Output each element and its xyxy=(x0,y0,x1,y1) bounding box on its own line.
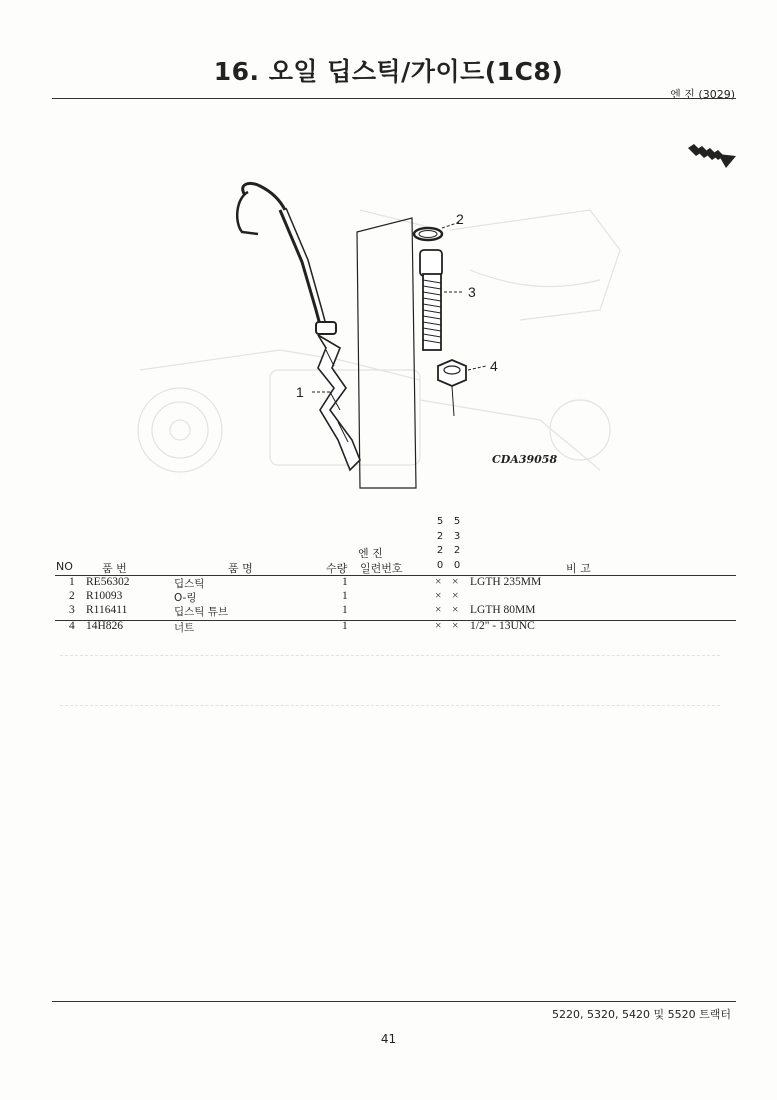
row-part-no: 14H826 xyxy=(86,620,124,632)
page-title: 16. 오일 딥스틱/가이드(1C8) xyxy=(213,57,564,86)
row-remark: 1/2" - 13UNC xyxy=(470,620,535,632)
direction-arrow-icon xyxy=(688,142,740,172)
row-qty: 1 xyxy=(342,620,348,632)
row-model-1: × xyxy=(435,604,442,616)
row-no: 4 xyxy=(69,620,75,632)
footer-rule xyxy=(52,1001,736,1002)
row-remark: LGTH 80MM xyxy=(470,604,536,616)
table-header-rule xyxy=(55,575,736,576)
row-no: 2 xyxy=(69,590,75,602)
figure-code: CDA39058 xyxy=(492,453,558,466)
table-section-rule xyxy=(55,620,736,621)
row-model-2: × xyxy=(452,620,459,632)
row-qty: 1 xyxy=(342,604,348,616)
header-part-no: 품 번 xyxy=(102,562,127,575)
header-serial: 일련번호 xyxy=(360,562,403,575)
row-model-2: × xyxy=(452,576,459,588)
dipstick-tube xyxy=(420,250,442,350)
page-number: 41 xyxy=(380,1032,397,1046)
row-part-no: RE56302 xyxy=(86,576,130,588)
row-part-no: R10093 xyxy=(86,590,123,602)
callout-2: 2 xyxy=(456,211,464,227)
show-through-line xyxy=(60,655,720,656)
row-model-2: × xyxy=(452,590,459,602)
header-remarks: 비 고 xyxy=(566,562,591,575)
dipstick xyxy=(237,183,360,470)
model-digit: 2 xyxy=(436,545,444,556)
row-model-1: × xyxy=(435,590,442,602)
o-ring xyxy=(414,228,442,240)
row-no: 3 xyxy=(69,604,75,616)
row-name: O-링 xyxy=(174,592,197,604)
section-label: 엔 진 (3029) xyxy=(670,88,735,101)
callout-1: 1 xyxy=(296,384,304,400)
header-rule xyxy=(52,98,736,99)
row-name: 너트 xyxy=(174,622,195,634)
model-digit: 0 xyxy=(436,559,444,571)
hex-nut xyxy=(438,360,466,386)
model-column-2 xyxy=(452,515,462,573)
model-digit: 2 xyxy=(436,530,444,542)
footer-models: 5220, 5320, 5420 및 5520 트랙터 xyxy=(552,1008,731,1021)
row-no: 1 xyxy=(69,576,75,588)
model-digit: 0 xyxy=(453,559,461,571)
row-name: 딥스틱 튜브 xyxy=(174,606,229,618)
model-digit: 5 xyxy=(453,516,461,527)
row-remark: LGTH 235MM xyxy=(470,576,542,588)
engine-background-illustration xyxy=(138,210,620,472)
row-name: 딥스틱 xyxy=(174,578,205,590)
header-name: 품 명 xyxy=(228,562,253,575)
model-column-1 xyxy=(435,515,445,573)
header-no: NO xyxy=(56,560,73,573)
row-model-1: × xyxy=(435,576,442,588)
header-qty: 수량 xyxy=(326,562,348,575)
row-model-2: × xyxy=(452,604,459,616)
row-qty: 1 xyxy=(342,590,348,602)
model-digit: 3 xyxy=(453,530,461,542)
model-digit: 2 xyxy=(453,545,461,556)
row-model-1: × xyxy=(435,620,442,632)
row-part-no: R116411 xyxy=(86,604,128,616)
callout-3: 3 xyxy=(468,284,476,300)
model-digit: 5 xyxy=(436,516,444,527)
parts-diagram xyxy=(120,170,640,490)
row-qty: 1 xyxy=(342,576,348,588)
callout-4: 4 xyxy=(490,358,498,374)
show-through-line xyxy=(60,705,720,706)
header-engine: 엔 진 xyxy=(358,547,383,560)
